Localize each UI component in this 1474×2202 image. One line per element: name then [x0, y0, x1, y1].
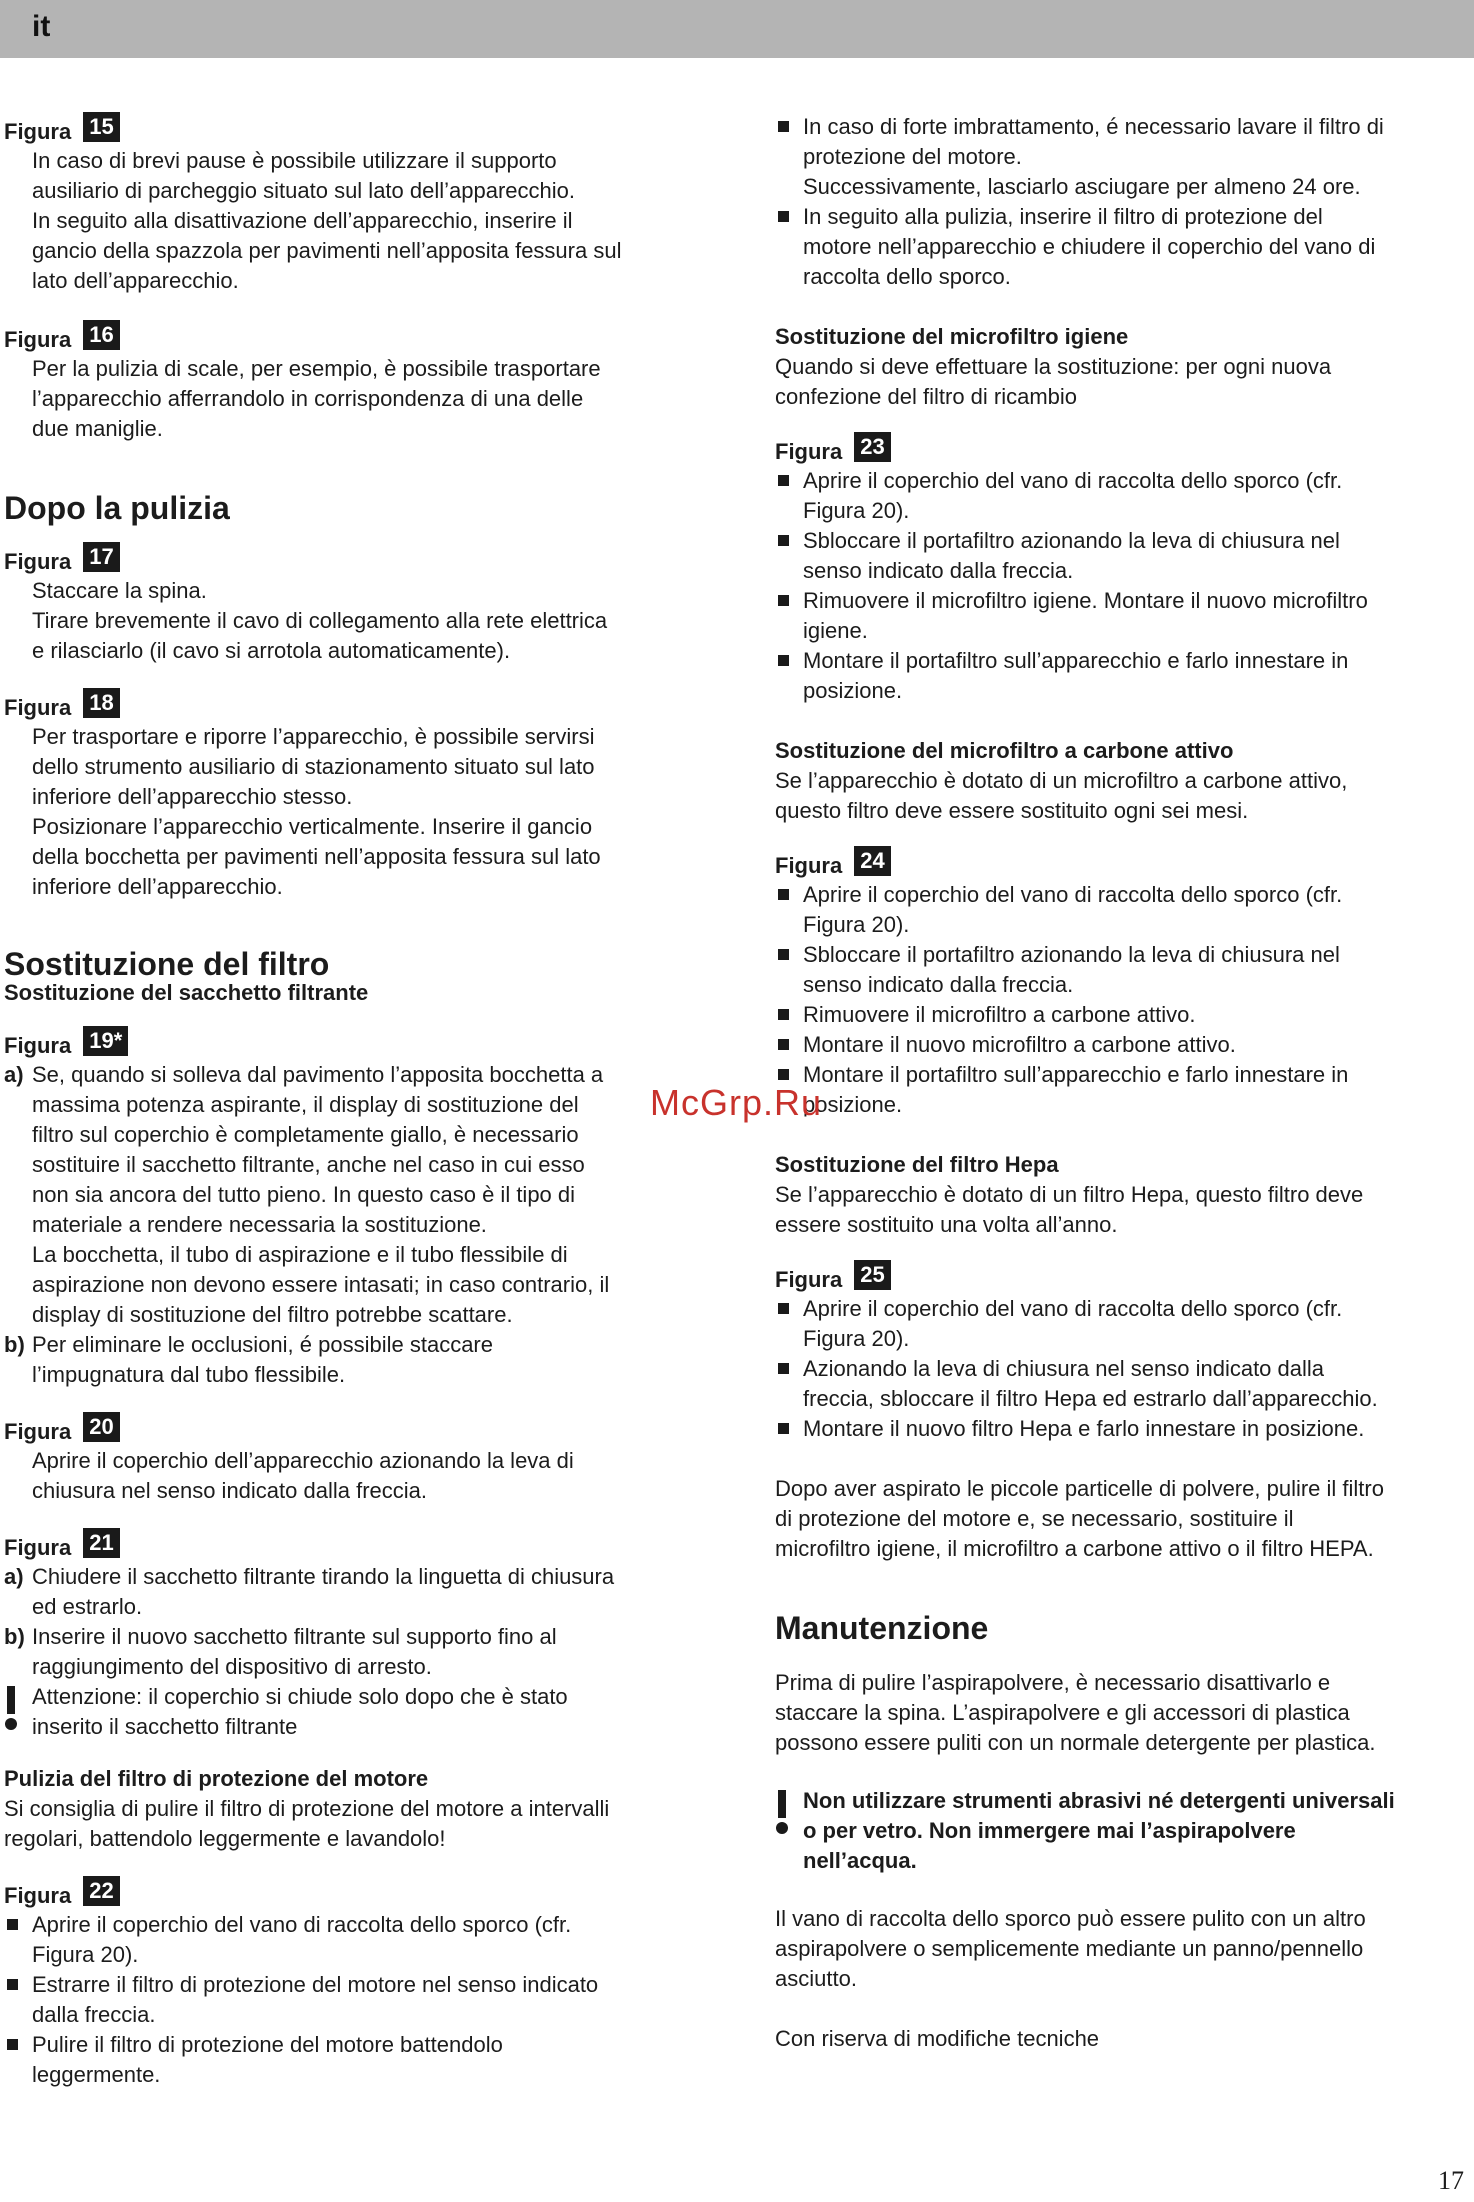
- list-key: [4, 1360, 32, 1390]
- text-line: Figura 20).: [803, 912, 910, 937]
- figure-text: Figura: [775, 439, 843, 464]
- text-line: o per vetro. Non immergere mai l’aspirapolvere: [803, 1818, 1296, 1843]
- list-item: [4, 1060, 704, 1090]
- text-line: freccia, sbloccare il filtro Hepa ed estrarlo dall’apparecchio.: [803, 1386, 1378, 1411]
- bullet-item: [775, 1294, 1470, 1324]
- figure-text: Figura: [4, 119, 72, 144]
- bullet-indent: [775, 262, 803, 292]
- text-line: gancio della spazzola per pavimenti nell’apposita fessura sul: [32, 238, 622, 263]
- bullet-item: [775, 1354, 1470, 1384]
- bullet-square-icon: [775, 940, 803, 970]
- figure-number-badge: 21: [83, 1528, 119, 1558]
- bullet-square-icon: [775, 1354, 803, 1384]
- list-item: [4, 1120, 704, 1150]
- bullet-item: [775, 1324, 1470, 1354]
- text-line: senso indicato dalla freccia.: [803, 972, 1074, 997]
- text-line: Montare il nuovo filtro Hepa e farlo innestare in posizione.: [803, 1416, 1365, 1441]
- bullet-indent: [775, 496, 803, 526]
- text-line: Non utilizzare strumenti abrasivi né detergenti universali: [803, 1788, 1395, 1813]
- text-line: due maniglie.: [32, 416, 163, 441]
- text-line: Per eliminare le occlusioni, é possibile staccare: [32, 1332, 493, 1357]
- text-line: In caso di forte imbrattamento, é necessario lavare il filtro di: [803, 114, 1384, 139]
- text-line: questo filtro deve essere sostituito ogni sei mesi.: [775, 798, 1249, 823]
- subheading-hepa: Sostituzione del filtro Hepa: [775, 1152, 1059, 1177]
- text-line: microfiltro igiene, il microfiltro a carbone attivo o il filtro HEPA.: [775, 1536, 1374, 1561]
- text-line: Per la pulizia di scale, per esempio, è possibile trasportare: [32, 356, 601, 381]
- list-key: [4, 1652, 32, 1682]
- figure-label: [775, 846, 1470, 880]
- closing-note: Con riserva di modifiche tecniche: [775, 2026, 1100, 2051]
- bullet-indent: [775, 910, 803, 940]
- list-key: [4, 1270, 32, 1300]
- figure-text: Figura: [4, 1883, 72, 1908]
- figure-number-badge: 22: [83, 1876, 119, 1906]
- text-line: In caso di brevi pause è possibile utilizzare il supporto: [32, 148, 557, 173]
- figure-number-badge: 19*: [83, 1026, 128, 1056]
- list-item: [4, 1270, 704, 1300]
- bullet-item: [4, 2060, 704, 2090]
- bullet-square-icon: [4, 1910, 32, 1940]
- text-line: Sbloccare il portafiltro azionando la leva di chiusura nel: [803, 942, 1340, 967]
- bullet-item: [775, 262, 1470, 292]
- bullet-item: [775, 880, 1470, 910]
- text-line: Tirare brevemente il cavo di collegamento alla rete elettrica: [32, 608, 608, 633]
- text-line: chiusura nel senso indicato dalla freccia.: [32, 1478, 428, 1503]
- text-line: aspirapolvere o semplicemente mediante un panno/pennello: [775, 1936, 1364, 1961]
- list-item: [4, 1150, 704, 1180]
- figure-text: Figura: [4, 1419, 72, 1444]
- list-key: [4, 1592, 32, 1622]
- text-line: Estrarre il filtro di protezione del motore nel senso indicato: [32, 1972, 599, 1997]
- text-line: Attenzione: il coperchio si chiude solo dopo che è stato: [32, 1684, 568, 1709]
- bullet-item: [775, 1414, 1470, 1444]
- text-line: non sia ancora del tutto pieno. In questo caso è il tipo di: [32, 1182, 576, 1207]
- list-key: [4, 1240, 32, 1270]
- bullet-square-icon: [4, 2030, 32, 2060]
- bullet-item: [4, 1910, 704, 1940]
- figure-text: Figura: [775, 853, 843, 878]
- subheading-carbone: Sostituzione del microfiltro a carbone attivo: [775, 738, 1234, 763]
- text-line: inferiore dell’apparecchio stesso.: [32, 784, 353, 809]
- exclamation-bar: [778, 1790, 786, 1818]
- text-line: display di sostituzione del filtro potrebbe scattare.: [32, 1302, 513, 1327]
- list-item: [4, 1180, 704, 1210]
- text-line: essere sostituito una volta all’anno.: [775, 1212, 1118, 1237]
- list-key: [4, 1120, 32, 1150]
- list-item: [4, 1210, 704, 1240]
- text-line: regolari, battendolo leggermente e lavandolo!: [4, 1826, 446, 1851]
- list-key: [4, 1150, 32, 1180]
- page-number: 17: [1438, 2166, 1464, 2195]
- text-line: posizione.: [803, 678, 903, 703]
- figure-number-badge: 16: [83, 320, 119, 350]
- warning-note: [4, 1682, 704, 1742]
- figure-text: Figura: [4, 327, 72, 352]
- text-line: asciutto.: [775, 1966, 857, 1991]
- exclamation-dot: [5, 1718, 17, 1730]
- bullet-item: [775, 940, 1470, 970]
- bullet-item: [4, 1940, 704, 1970]
- bullet-item: [4, 2000, 704, 2030]
- text-line: Aprire il coperchio del vano di raccolta dello sporco (cfr.: [803, 1296, 1343, 1321]
- figure-number-badge: 18: [83, 688, 119, 718]
- text-line: Inserire il nuovo sacchetto filtrante sul supporto fino al: [32, 1624, 557, 1649]
- figure-text: Figura: [4, 549, 72, 574]
- subheading-igiene: Sostituzione del microfiltro igiene: [775, 324, 1129, 349]
- text-line: Si consiglia di pulire il filtro di protezione del motore a intervalli: [4, 1796, 610, 1821]
- list-item: [4, 1090, 704, 1120]
- text-line: Aprire il coperchio del vano di raccolta dello sporco (cfr.: [32, 1912, 572, 1937]
- text-line: ausiliario di parcheggio situato sul lato dell’apparecchio.: [32, 178, 575, 203]
- bullet-indent: [4, 2060, 32, 2090]
- list-item: [4, 1562, 704, 1592]
- list-key: [4, 1180, 32, 1210]
- exclamation-dot: [776, 1822, 788, 1834]
- list-key: b): [4, 1332, 25, 1357]
- figure-number-badge: 25: [854, 1260, 890, 1290]
- bullet-indent: [775, 616, 803, 646]
- bullet-item: [775, 1030, 1470, 1060]
- text-line: Dopo aver aspirato le piccole particelle di polvere, pulire il filtro: [775, 1476, 1384, 1501]
- text-line: Rimuovere il microfiltro igiene. Montare il nuovo microfiltro: [803, 588, 1368, 613]
- text-line: e rilasciarlo (il cavo si arrotola automaticamente).: [32, 638, 511, 663]
- figure-label: [4, 1528, 704, 1562]
- warning-note: [775, 1786, 1470, 1876]
- text-line: Successivamente, lasciarlo asciugare per almeno 24 ore.: [803, 174, 1361, 199]
- text-line: Montare il portafiltro sull’apparecchio e farlo innestare in: [803, 1062, 1349, 1087]
- text-line: sostituire il sacchetto filtrante, anche nel caso in cui esso: [32, 1152, 585, 1177]
- text-line: Figura 20).: [803, 1326, 910, 1351]
- text-line: Pulire il filtro di protezione del motore battendolo: [32, 2032, 503, 2057]
- text-line: motore nell’apparecchio e chiudere il coperchio del vano di: [803, 234, 1376, 259]
- text-line: della bocchetta per pavimenti nell’apposita fessura sul lato: [32, 844, 601, 869]
- bullet-square-icon: [775, 880, 803, 910]
- figure-label: [4, 320, 704, 354]
- text-line: La bocchetta, il tubo di aspirazione e il tubo flessibile di: [32, 1242, 568, 1267]
- text-line: Figura 20).: [32, 1942, 139, 1967]
- bullet-item: [775, 1384, 1470, 1414]
- text-line: l’impugnatura dal tubo flessibile.: [32, 1362, 346, 1387]
- text-line: Se l’apparecchio è dotato di un filtro Hepa, questo filtro deve: [775, 1182, 1364, 1207]
- text-line: igiene.: [803, 618, 868, 643]
- text-line: Azionando la leva di chiusura nel senso indicato dalla: [803, 1356, 1325, 1381]
- list-item: [4, 1330, 704, 1360]
- text-line: confezione del filtro di ricambio: [775, 384, 1078, 409]
- bullet-square-icon: [775, 112, 803, 142]
- bullet-item: [775, 496, 1470, 526]
- text-line: aspirazione non devono essere intasati; in caso contrario, il: [32, 1272, 610, 1297]
- bullet-indent: [4, 2000, 32, 2030]
- bullet-item: [775, 1000, 1470, 1030]
- text-line: posizione.: [803, 1092, 903, 1117]
- list-item: [4, 1360, 704, 1390]
- bullet-indent: [775, 1324, 803, 1354]
- text-line: Il vano di raccolta dello sporco può essere pulito con un altro: [775, 1906, 1366, 1931]
- bullet-item: [775, 466, 1470, 496]
- header-bar: [0, 0, 1474, 58]
- text-line: inserito il sacchetto filtrante: [32, 1714, 298, 1739]
- figure-number-badge: 23: [854, 432, 890, 462]
- bullet-item: [775, 586, 1470, 616]
- bullet-square-icon: [775, 586, 803, 616]
- bullet-square-icon: [775, 202, 803, 232]
- bullet-square-icon: [775, 646, 803, 676]
- list-key: b): [4, 1624, 25, 1649]
- text-line: Sbloccare il portafiltro azionando la leva di chiusura nel: [803, 528, 1340, 553]
- bullet-item: [775, 202, 1470, 232]
- bullet-square-icon: [775, 1000, 803, 1030]
- text-line: Aprire il coperchio dell’apparecchio azionando la leva di: [32, 1448, 574, 1473]
- bullet-indent: [775, 232, 803, 262]
- text-line: protezione del motore.: [803, 144, 1022, 169]
- exclamation-icon: [4, 1686, 18, 1730]
- bullet-square-icon: [4, 1970, 32, 2000]
- bullet-square-icon: [775, 1414, 803, 1444]
- figure-label: [4, 112, 704, 146]
- text-line: ed estrarlo.: [32, 1594, 143, 1619]
- subheading-pulizia-motore: Pulizia del filtro di protezione del motore: [4, 1766, 429, 1791]
- text-line: In seguito alla pulizia, inserire il filtro di protezione del: [803, 204, 1323, 229]
- text-line: raggiungimento del dispositivo di arresto.: [32, 1654, 432, 1679]
- text-line: Montare il nuovo microfiltro a carbone attivo.: [803, 1032, 1236, 1057]
- bullet-indent: [4, 1940, 32, 1970]
- bullet-item: [775, 676, 1470, 706]
- figure-text: Figura: [4, 1535, 72, 1560]
- text-line: Aprire il coperchio del vano di raccolta dello sporco (cfr.: [803, 468, 1343, 493]
- bullet-item: [775, 232, 1470, 262]
- bullet-item: [775, 1090, 1470, 1120]
- text-line: Se, quando si solleva dal pavimento l’apposita bocchetta a: [32, 1062, 604, 1087]
- text-line: dalla freccia.: [32, 2002, 156, 2027]
- list-key: a): [4, 1564, 24, 1589]
- text-line: materiale a rendere necessaria la sostituzione.: [32, 1212, 487, 1237]
- bullet-item: [775, 970, 1470, 1000]
- text-line: nell’acqua.: [803, 1848, 917, 1873]
- list-item: [4, 1622, 704, 1652]
- text-line: Se l’apparecchio è dotato di un microfiltro a carbone attivo,: [775, 768, 1348, 793]
- figure-label: [4, 688, 704, 722]
- right-column: [775, 112, 1470, 2054]
- text-line: Rimuovere il microfiltro a carbone attivo.: [803, 1002, 1196, 1027]
- figure-label: [4, 542, 704, 576]
- bullet-item: [775, 556, 1470, 586]
- figure-number-badge: 24: [854, 846, 890, 876]
- list-key: [4, 1300, 32, 1330]
- text-line: senso indicato dalla freccia.: [803, 558, 1074, 583]
- bullet-item: [775, 646, 1470, 676]
- text-line: In seguito alla disattivazione dell’apparecchio, inserire il: [32, 208, 573, 233]
- bullet-indent: [775, 970, 803, 1000]
- bullet-indent: [775, 172, 803, 202]
- text-line: staccare la spina. L’aspirapolvere e gli accessori di plastica: [775, 1700, 1350, 1725]
- section-heading-filtro: Sostituzione del filtro: [4, 946, 330, 982]
- text-line: Prima di pulire l’aspirapolvere, è necessario disattivarlo e: [775, 1670, 1331, 1695]
- bullet-square-icon: [775, 1294, 803, 1324]
- exclamation-bar: [7, 1686, 15, 1714]
- bullet-square-icon: [775, 1030, 803, 1060]
- text-line: Figura 20).: [803, 498, 910, 523]
- figure-label: [4, 1026, 704, 1060]
- text-line: possono essere puliti con un normale detergente per plastica.: [775, 1730, 1376, 1755]
- figure-text: Figura: [4, 695, 72, 720]
- text-line: l’apparecchio afferrandolo in corrispondenza di una delle: [32, 386, 584, 411]
- figure-number-badge: 20: [83, 1412, 119, 1442]
- list-item: [4, 1592, 704, 1622]
- bullet-item: [775, 910, 1470, 940]
- figure-label: [775, 1260, 1470, 1294]
- left-column: [4, 112, 704, 2090]
- text-line: Montare il portafiltro sull’apparecchio e farlo innestare in: [803, 648, 1349, 673]
- watermark: McGrp.Ru: [650, 1082, 823, 1123]
- text-line: Per trasportare e riporre l’apparecchio, è possibile servirsi: [32, 724, 595, 749]
- figure-label: [4, 1876, 704, 1910]
- bullet-item: [775, 142, 1470, 172]
- bullet-item: [775, 172, 1470, 202]
- bullet-indent: [775, 676, 803, 706]
- subheading-sacchetto: Sostituzione del sacchetto filtrante: [4, 980, 369, 1005]
- text-line: Staccare la spina.: [32, 578, 207, 603]
- bullet-indent: [775, 1384, 803, 1414]
- text-line: di protezione del motore e, se necessario, sostituire il: [775, 1506, 1294, 1531]
- figure-number-badge: 15: [83, 112, 119, 142]
- list-key: [4, 1210, 32, 1240]
- bullet-item: [4, 2030, 704, 2060]
- text-line: raccolta dello sporco.: [803, 264, 1011, 289]
- text-line: inferiore dell’apparecchio.: [32, 874, 283, 899]
- figure-label: [775, 432, 1470, 466]
- section-heading-dopo: Dopo la pulizia: [4, 490, 230, 526]
- bullet-square-icon: [775, 526, 803, 556]
- bullet-square-icon: [775, 466, 803, 496]
- list-item: [4, 1240, 704, 1270]
- figure-label: [4, 1412, 704, 1446]
- text-line: dello strumento ausiliario di stazionamento situato sul lato: [32, 754, 595, 779]
- list-key: [4, 1090, 32, 1120]
- list-key: a): [4, 1062, 24, 1087]
- text-line: Aprire il coperchio del vano di raccolta dello sporco (cfr.: [803, 882, 1343, 907]
- list-item: [4, 1652, 704, 1682]
- section-heading-manutenzione: Manutenzione: [775, 1610, 989, 1646]
- bullet-indent: [775, 142, 803, 172]
- text-line: massima potenza aspirante, il display di sostituzione del: [32, 1092, 579, 1117]
- list-item: [4, 1300, 704, 1330]
- bullet-item: [775, 112, 1470, 142]
- bullet-item: [4, 1970, 704, 2000]
- bullet-item: [775, 616, 1470, 646]
- bullet-item: [775, 526, 1470, 556]
- language-code: it: [32, 10, 51, 43]
- figure-text: Figura: [4, 1033, 72, 1058]
- text-line: filtro sul coperchio è completamente giallo, è necessario: [32, 1122, 579, 1147]
- figure-text: Figura: [775, 1267, 843, 1292]
- bullet-indent: [775, 556, 803, 586]
- text-line: Chiudere il sacchetto filtrante tirando la linguetta di chiusura: [32, 1564, 615, 1589]
- text-line: Quando si deve effettuare la sostituzione: per ogni nuova: [775, 354, 1332, 379]
- text-line: leggermente.: [32, 2062, 161, 2087]
- figure-number-badge: 17: [83, 542, 119, 572]
- bullet-item: [775, 1060, 1470, 1090]
- text-line: lato dell’apparecchio.: [32, 268, 239, 293]
- exclamation-icon: [775, 1790, 789, 1834]
- text-line: Posizionare l’apparecchio verticalmente. Inserire il gancio: [32, 814, 593, 839]
